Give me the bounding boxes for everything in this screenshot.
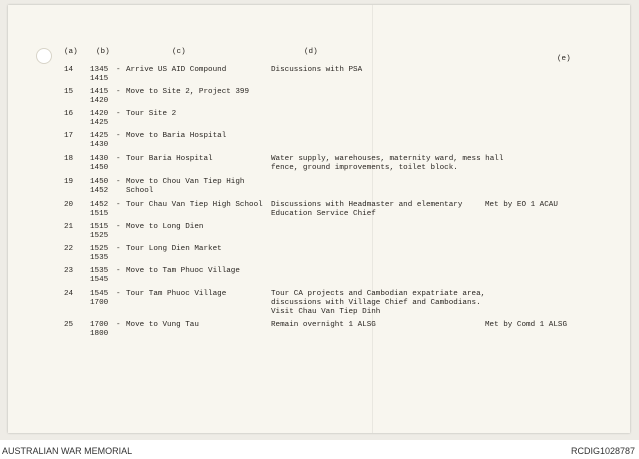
time-start: 1535 [90,267,109,275]
row-time [90,155,116,173]
row-number: 22 [64,245,74,253]
row-number: 23 [64,267,74,275]
footer-source: AUSTRALIAN WAR MEMORIAL [2,446,133,456]
schedule-row [0,267,639,287]
time-start: 1425 [90,132,109,140]
row-number: 20 [64,201,74,209]
row-dash: - [116,201,121,209]
schedule-row [0,321,639,341]
time-end: 1535 [90,254,109,262]
time-end: 1515 [90,210,109,218]
row-dash: - [116,290,121,298]
row-number: 25 [64,321,74,329]
row-number: 24 [64,290,74,298]
row-discussion: Discussions with PSA [271,66,363,74]
row-dash: - [116,110,121,118]
row-time [90,66,116,84]
schedule-row [0,178,639,198]
row-dash: - [116,321,121,329]
time-start: 1420 [90,110,109,118]
row-number: 17 [64,132,74,140]
row-activity: Move to Vung Tau [126,321,199,329]
time-end: 1430 [90,141,109,149]
time-start: 1545 [90,290,109,298]
schedule-row [0,132,639,152]
row-time [90,290,116,308]
row-time [90,88,116,106]
row-dash: - [116,66,121,74]
time-end: 1452 [90,187,109,195]
time-start: 1515 [90,223,109,231]
time-end: 1450 [90,164,109,172]
header-a: (a) [64,48,78,56]
row-activity: Arrive US AID Compound [126,66,227,74]
row-activity: Tour Baria Hospital [126,155,213,163]
row-activity: Tour Tam Phuoc Village [126,290,227,298]
row-dash: - [116,223,121,231]
time-start: 1525 [90,245,109,253]
row-time [90,132,116,150]
time-end: 1525 [90,232,109,240]
time-start: 1450 [90,178,109,186]
schedule-row [0,245,639,265]
schedule-row [0,155,639,175]
row-activity: Tour Site 2 [126,110,177,118]
row-activity: Tour Long Dien Market [126,245,222,253]
row-discussion: Remain overnight 1 ALSG [271,321,376,329]
header-b: (b) [96,48,110,56]
header-e: (e) [557,55,571,63]
row-time [90,267,116,285]
row-activity: Move to Long Dien [126,223,204,231]
header-c: (c) [172,48,186,56]
row-note: Met by EO 1 ACAU [485,201,558,209]
row-discussion: Discussions with Headmaster and elementary Education Service Chief [271,201,463,218]
row-dash: - [116,155,121,163]
time-end: 1425 [90,119,109,127]
time-end: 1800 [90,330,109,338]
footer-bar [0,440,639,459]
row-discussion: Tour CA projects and Cambodian expatriate area, discussions with Village Chief and Cambodians. Visit Chau Van Tiep Dinh [271,290,486,316]
row-number: 15 [64,88,74,96]
schedule-row [0,88,639,108]
row-activity: Move to Tam Phuoc Village [126,267,240,275]
footer-id: RCDIG1028787 [570,446,635,456]
time-start: 1452 [90,201,109,209]
row-time [90,178,116,196]
row-dash: - [116,132,121,140]
row-activity: Tour Chau Van Tiep High School [126,201,263,209]
row-number: 18 [64,155,74,163]
time-end: 1545 [90,276,109,284]
schedule-row [0,110,639,130]
time-start: 1345 [90,66,109,74]
row-discussion: Water supply, warehouses, maternity ward, mess hall fence, ground improvements, toilet block. [271,155,504,172]
schedule-row [0,290,639,316]
time-end: 1420 [90,97,109,105]
time-start: 1415 [90,88,109,96]
row-number: 14 [64,66,74,74]
row-time [90,245,116,263]
time-start: 1430 [90,155,109,163]
schedule-row [0,201,639,221]
row-time [90,201,116,219]
row-dash: - [116,267,121,275]
row-number: 19 [64,178,74,186]
schedule-row [0,66,639,86]
row-time [90,321,116,339]
row-time [90,110,116,128]
time-end: 1415 [90,75,109,83]
row-dash: - [116,245,121,253]
row-note: Met by Comd 1 ALSG [485,321,568,329]
row-number: 21 [64,223,74,231]
row-dash: - [116,88,121,96]
row-number: 16 [64,110,74,118]
row-dash: - [116,178,121,186]
time-end: 1700 [90,299,109,307]
row-activity: Move to Baria Hospital [126,132,227,140]
schedule-row [0,223,639,243]
header-d: (d) [304,48,318,56]
row-activity: Move to Chou Van Tiep High School [126,178,245,195]
row-activity: Move to Site 2, Project 399 [126,88,250,96]
row-time [90,223,116,241]
time-start: 1700 [90,321,109,329]
